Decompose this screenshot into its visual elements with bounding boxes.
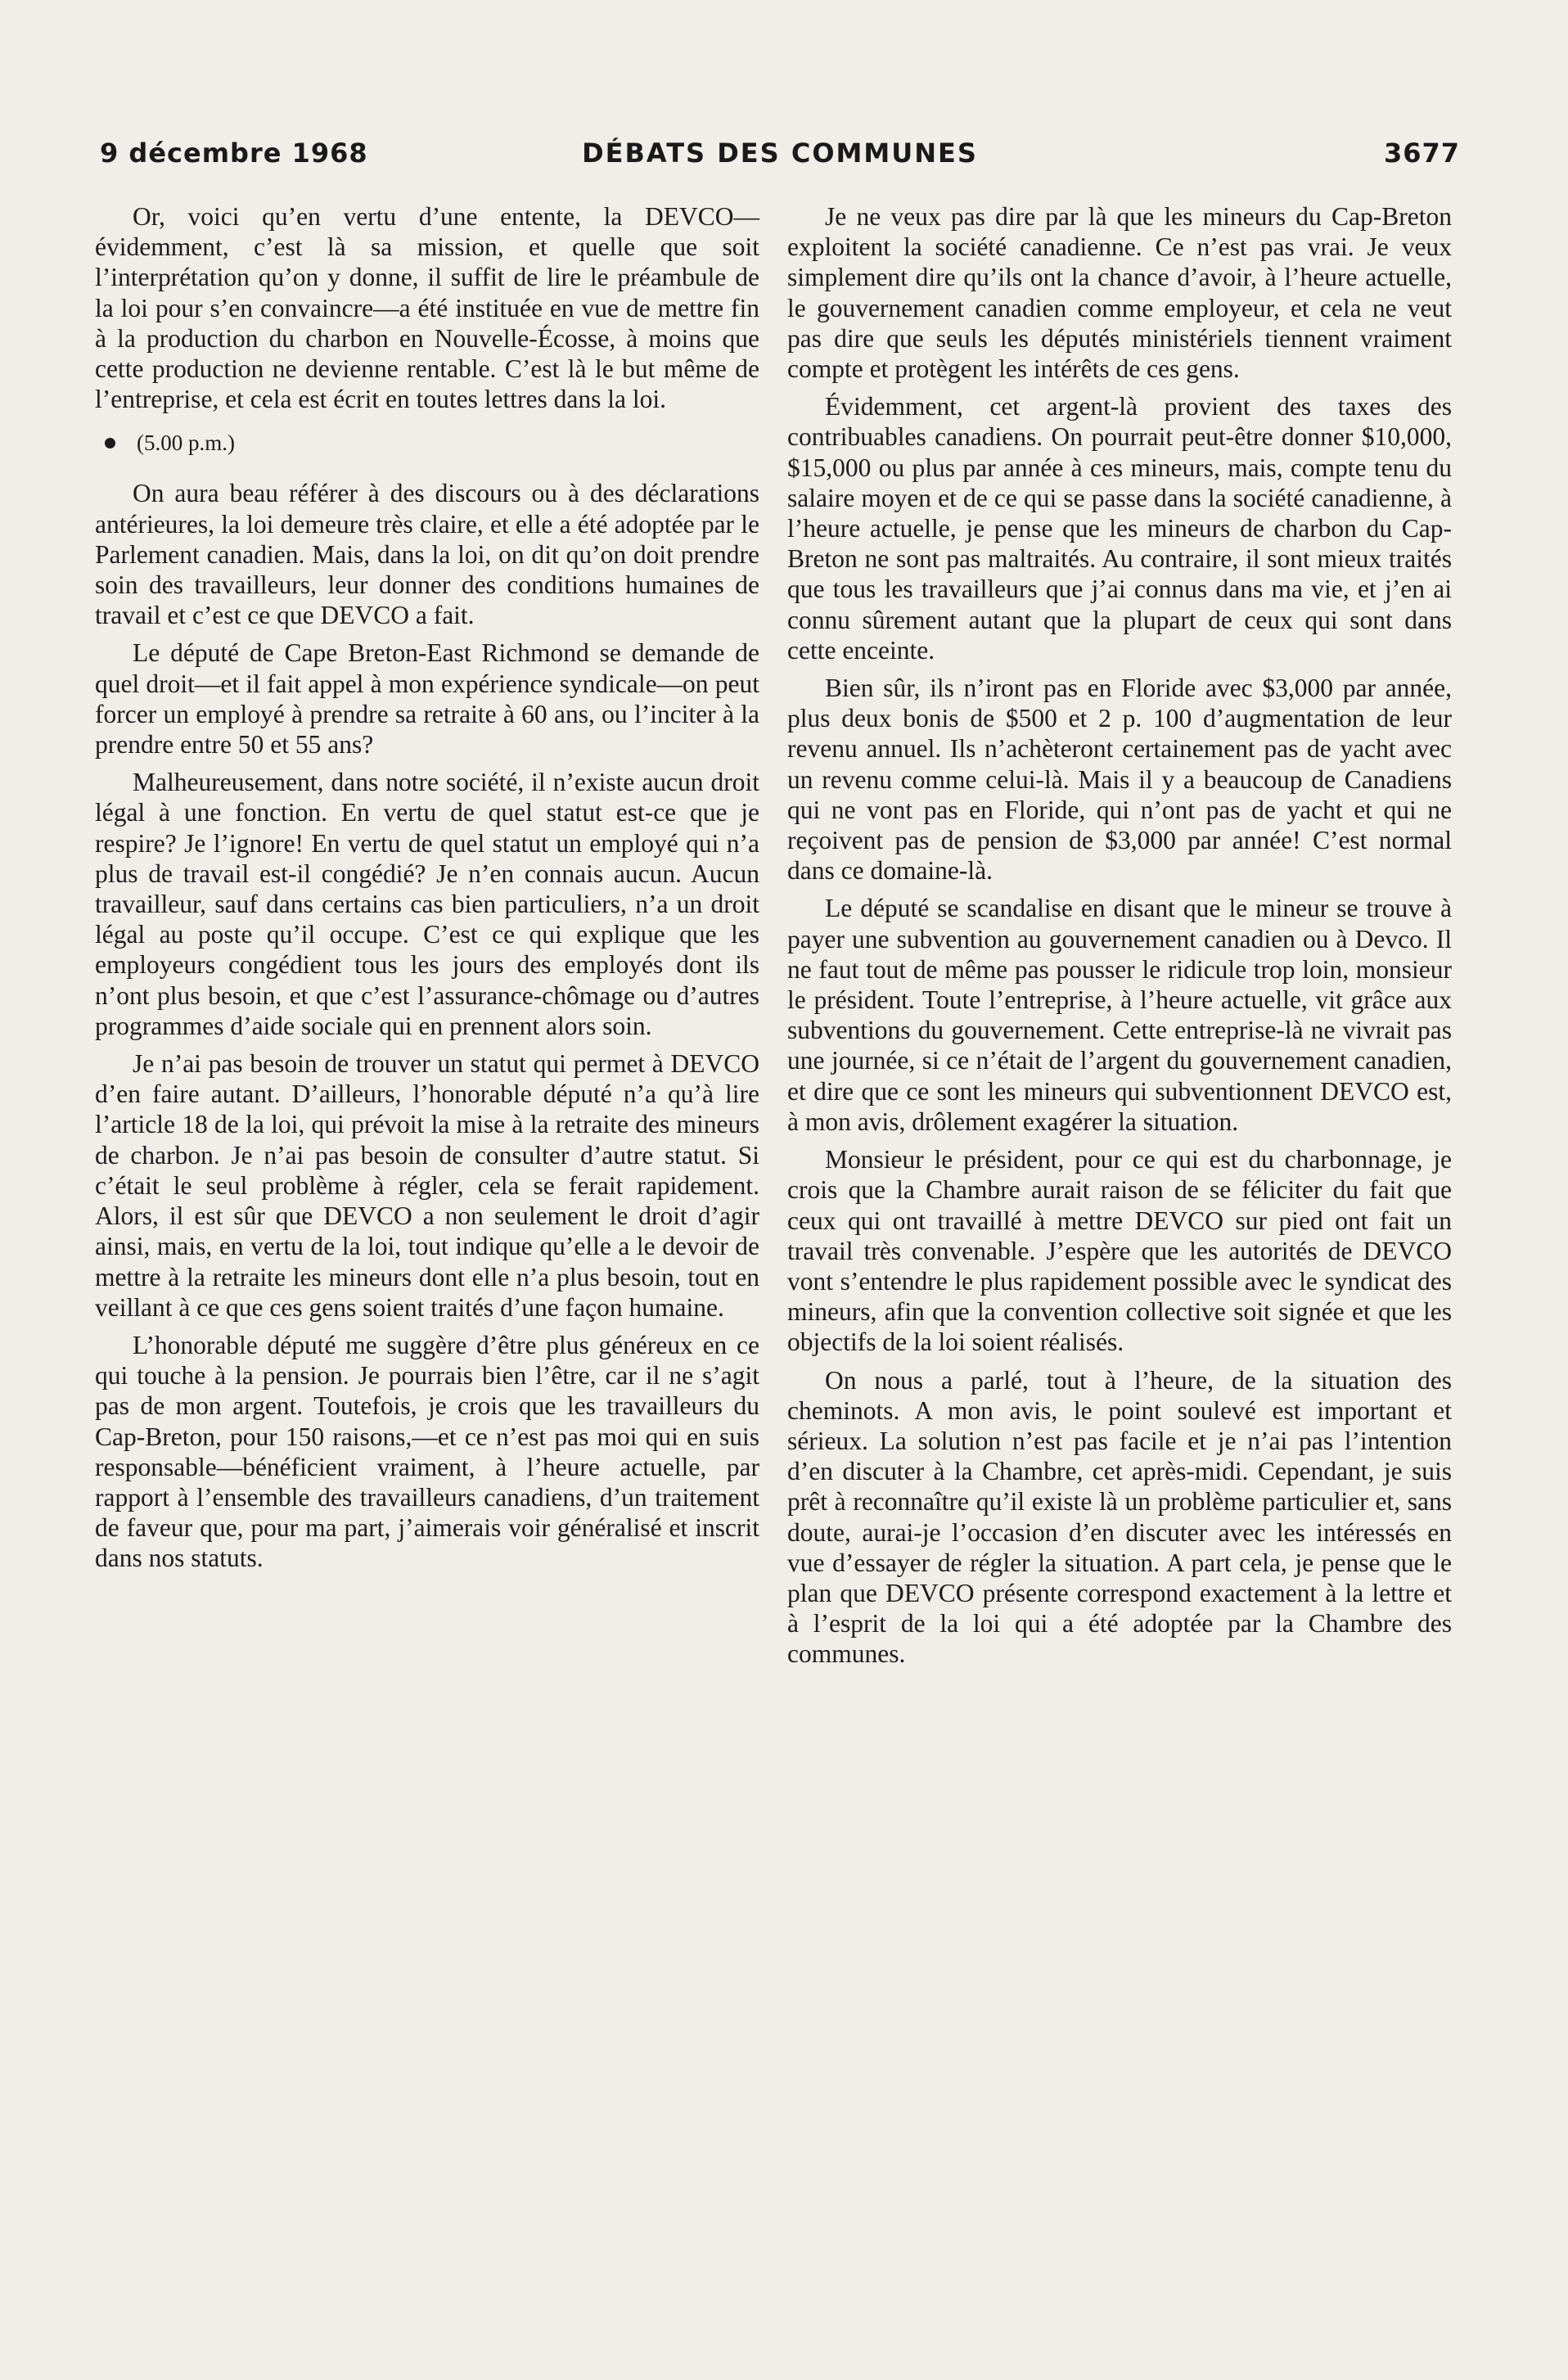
timestamp bbox=[95, 430, 759, 455]
paragraph: L’honorable député me suggère d’être plus généreux en ce qui touche à la pension. Je pourrais bien l’être, car il ne s’agit pas de mon argent. Toutefois, je crois que les travailleurs du Cap-Breton, pour 150 raisons,—et ce n’est pas moi qui en suis responsable—bénéficient vraiment, à l’heure actuelle, par rapport à l’ensemble des travailleurs canadiens, d’un traitement de faveur que, pour ma part, j’aimerais voir généralisé et inscrit dans nos statuts. bbox=[95, 1330, 759, 1573]
paragraph: Malheureusement, dans notre société, il n’existe aucun droit légal à une fonction. En vertu de quel statut est-ce que je respire? Je l’ignore! En vertu de quel statut un employé qui n’a plus de travail est-il congédié? Je n’en connais aucun. Aucun travailleur, sauf dans certains cas bien particuliers, n’a un droit légal au poste qu’il occupe. C’est ce qui explique que les employeurs congédient tous les jours des employés dont ils n’ont plus besoin, et que c’est l’assurance-chômage ou d’autres programmes d’aide sociale qui en prennent alors soin. bbox=[95, 768, 759, 1040]
paragraph: Évidemment, cet argent-là provient des taxes des contribuables canadiens. On pourrait peut-être donner $10,000, $15,000 ou plus par année à ces mineurs, mais, compte tenu du salaire moyen et de ce qui se passe dans la société canadienne, à l’heure actuelle, je pense que les mineurs de charbon du Cap-Breton ne sont pas maltraités. Au contraire, il sont mieux traités que tous les travailleurs que j’ai connus dans ma vie, et j’en ai connu sûrement autant que la plupart de ceux qui sont dans cette enceinte. bbox=[787, 392, 1452, 665]
paragraph: On nous a parlé, tout à l’heure, de la situation des cheminots. A mon avis, le point soulevé est important et sérieux. La solution n’est pas facile et je n’ai pas l’intention d’en discuter à la Chambre, cet après-midi. Cependant, je suis prêt à reconnaître qu’il existe là un problème particulier et, sans doute, aurai-je l’occasion d’en discuter avec les intéressés en vue d’essayer de régler la situation. A part cela, je pense que le plan que DEVCO présente correspond exactement à la lettre et à l’esprit de la loi qui a été adoptée par la Chambre des communes. bbox=[787, 1365, 1452, 1669]
paragraph: Le député se scandalise en disant que le mineur se trouve à payer une subvention au gouvernement canadien ou à Devco. Il ne faut tout de même pas pousser le ridicule trop loin, monsieur le président. Toute l’entreprise, à l’heure actuelle, vit grâce aux subventions du gouvernement. Cette entreprise-là ne vivrait pas une journée, si ce n’était de l’argent du gouvernement canadien, et dire que ce sont les mineurs qui subventionnent DEVCO est, à mon avis, drôlement exagérer la situation. bbox=[787, 894, 1452, 1136]
page-header bbox=[100, 137, 1460, 178]
paragraph: On aura beau référer à des discours ou à des déclarations antérieures, la loi demeure très claire, et elle a été adoptée par le Parlement canadien. Mais, dans la loi, on dit qu’on doit prendre soin des travailleurs, leur donner des conditions humaines de travail et c’est ce que DEVCO a fait. bbox=[95, 479, 759, 630]
paragraph: Bien sûr, ils n’iront pas en Floride avec $3,000 par année, plus deux bonis de $500 et 2 p. 100 d’augmentation de leur revenu annuel. Ils n’achèteront certainement pas de yacht avec un revenu comme celui-là. Mais il y a beaucoup de Canadiens qui ne vont pas en Floride, qui n’ont pas de yacht et qui ne reçoivent pas de pension de $3,000 par année! C’est normal dans ce domaine-là. bbox=[787, 674, 1452, 886]
left-column bbox=[95, 201, 759, 1581]
header-date: 9 décembre 1968 bbox=[100, 137, 368, 169]
bullet-icon bbox=[105, 438, 115, 449]
timestamp-text: (5.00 p.m.) bbox=[137, 430, 235, 456]
header-title: DÉBATS DES COMMUNES bbox=[582, 137, 978, 169]
paragraph: Monsieur le président, pour ce qui est du charbonnage, je crois que la Chambre aurait raison de se féliciter du fait que ceux qui ont travaillé à mettre DEVCO sur pied ont fait un travail très convenable. J’espère que les autorités de DEVCO vont s’entendre le plus rapidement possible avec le syndicat des mineurs, afin que la convention collective soit signée et que les objectifs de la loi soient réalisés. bbox=[787, 1145, 1452, 1357]
paragraph: Or, voici qu’en vertu d’une entente, la DEVCO—évidemment, c’est là sa mission, et quelle que soit l’interprétation qu’on y donne, il suffit de lire le préambule de la loi pour s’en convaincre—a été instituée en vue de mettre fin à la production du charbon en Nouvelle-Écosse, à moins que cette production ne devienne rentable. C’est là le but même de l’entreprise, et cela est écrit en toutes lettres dans la loi. bbox=[95, 202, 759, 414]
page-number: 3677 bbox=[1383, 137, 1460, 169]
paragraph: Je n’ai pas besoin de trouver un statut qui permet à DEVCO d’en faire autant. D’ailleurs, l’honorable député n’a qu’à lire l’article 18 de la loi, qui prévoit la mise à la retraite des mineurs de charbon. Je n’ai pas besoin de consulter d’autre statut. Si c’était le seul problème à régler, cela se ferait rapidement. Alors, il est sûr que DEVCO a non seulement le droit d’agir ainsi, mais, en vertu de la loi, tout indique qu’elle a le devoir de mettre à la retraite les mineurs dont elle n’a plus besoin, tout en veillant à ce que ces gens soient traités d’une façon humaine. bbox=[95, 1049, 759, 1322]
right-column bbox=[787, 201, 1452, 1677]
paragraph: Je ne veux pas dire par là que les mineurs du Cap-Breton exploitent la société canadienne. Ce n’est pas vrai. Je veux simplement dire qu’ils ont la chance d’avoir, à l’heure actuelle, le gouvernement canadien comme employeur, et cela ne veut pas dire que seuls les députés ministériels tiennent vraiment compte et protègent les intérêts de ces gens. bbox=[787, 202, 1452, 384]
paragraph: Le député de Cape Breton-East Richmond se demande de quel droit—et il fait appel à mon expérience syndicale—on peut forcer un employé à prendre sa retraite à 60 ans, ou l’inciter à la prendre entre 50 et 55 ans? bbox=[95, 638, 759, 760]
